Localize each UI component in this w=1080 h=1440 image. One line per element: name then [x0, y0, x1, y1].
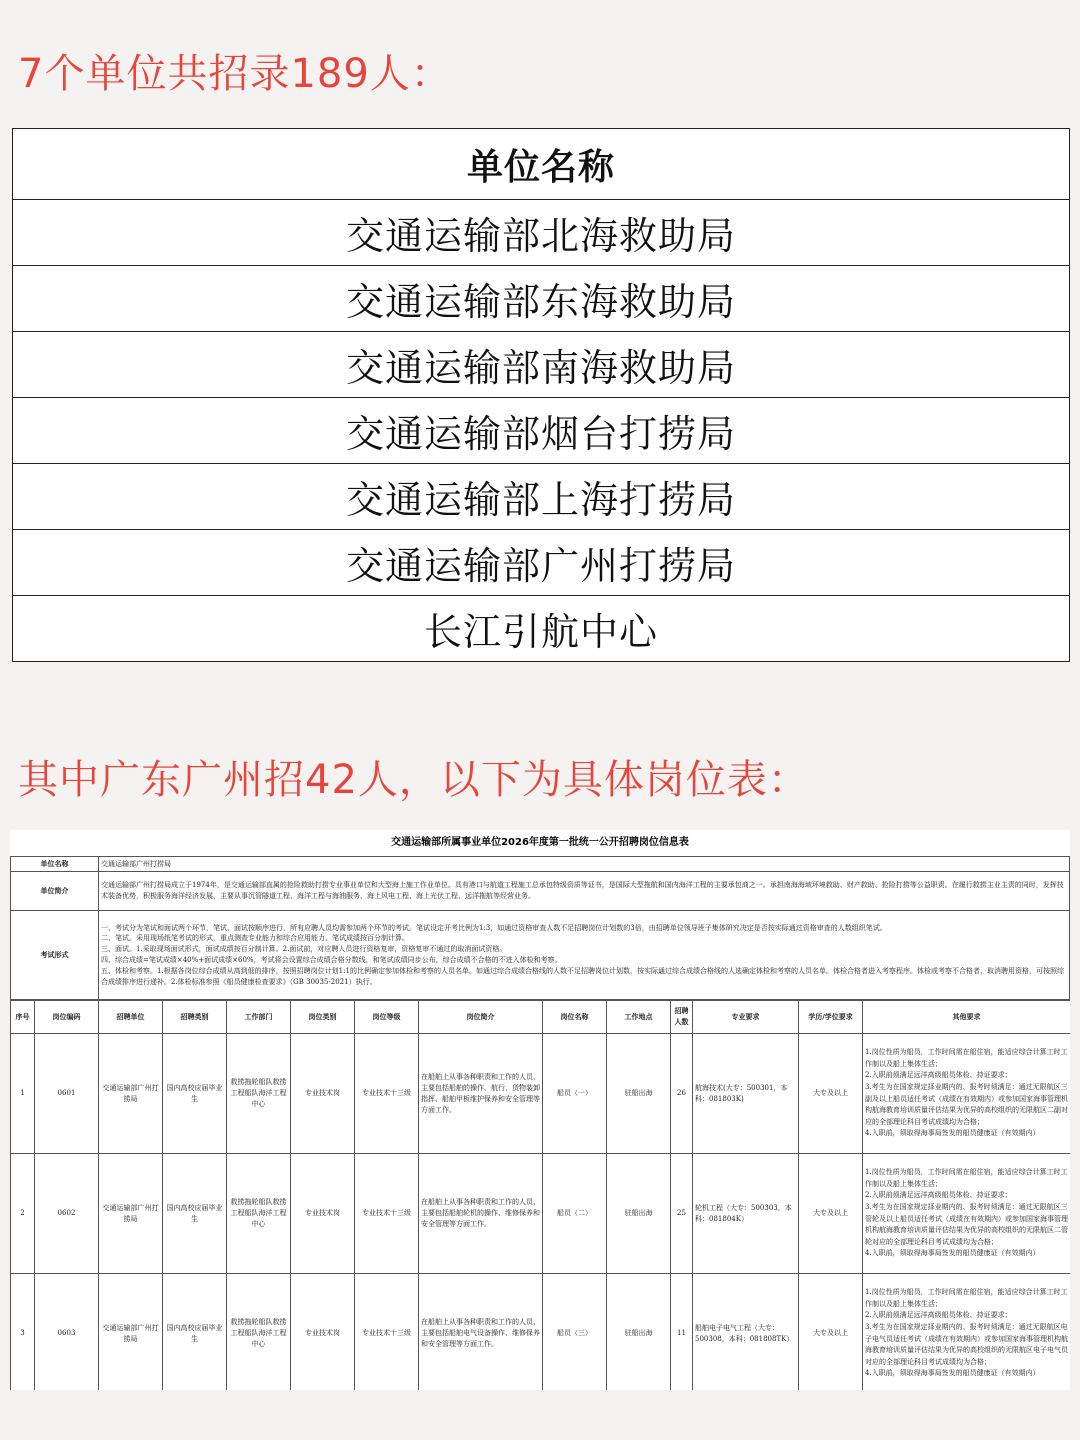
exam-line: 二、笔试。采用现场纸笔考试的形式，重点测查专业能力和综合应用能力，笔试成绩按百分制计算。 [101, 934, 409, 943]
cell-code: 0602 [35, 1154, 99, 1274]
table-row [11, 1034, 1071, 1154]
exam-line: 三、面试。1.采取现场面试形式，面试成绩按百分制计算。2.面试前，对应聘人员进行资格复审，资格复审不通过的取消面试资格。 [101, 945, 507, 954]
cell-major: 轮机工程（大专：500303，本科：081804K） [693, 1154, 799, 1274]
col-seq: 序号 [11, 1001, 35, 1034]
cell-intro: 在船舶上从事各种职责和工作的人员，主要包括船舶的操作、航行、货物装卸指挥、船舶甲板维护保养和安全管理等方面工作。 [419, 1034, 543, 1154]
exam-line: 一、考试分为笔试和面试两个环节，笔试、面试按顺序进行，所有应聘人员均需参加两个环节的考试。笔试设定开考比例为1:3，如通过资格审查人数不足招聘岗位计划数的3倍，由招聘单位领导班子集体研究决定是否按实际通过资格审查的人数组织笔试。 [101, 923, 887, 932]
unit-row: 交通运输部广州打捞局 [13, 530, 1070, 596]
cell-location: 驻船出海 [607, 1274, 671, 1391]
unit-row: 交通运输部南海救助局 [13, 332, 1070, 398]
col-education: 学历/学位要求 [799, 1001, 863, 1034]
cell-location: 驻船出海 [607, 1034, 671, 1154]
cell-dept: 救捞拖轮船队救捞工程船队海洋工程中心 [227, 1034, 291, 1154]
cell-unit: 交通运输部广州打捞局 [99, 1034, 163, 1154]
positions-table [10, 1000, 1070, 1390]
cell-major: 船舶电子电气工程（大专：500308，本科：081808TK） [693, 1274, 799, 1391]
cell-count: 11 [671, 1274, 693, 1391]
cell-post-type: 专业技术岗 [291, 1154, 355, 1274]
cell-category: 国内高校应届毕业生 [163, 1274, 227, 1391]
col-intro: 岗位简介 [419, 1001, 543, 1034]
requirement-line: 3.考生为在国家规定择业期内的、报考时须满足：通过无限航区电子电气员适任考试（成绩在有效期内）或参加国家海事管理机构航海教育培训质量评估结果为优异的高校组织的无限航区电子电气员对应的全部理论科目考试成绩均为合格； [865, 1322, 1068, 1366]
cell-post-type: 专业技术岗 [291, 1274, 355, 1391]
requirement-line: 1.岗位性质为船员，工作时间需在船住宿，能适应综合计算工时工作制以及船上集体生活； [865, 1048, 1068, 1068]
requirement-line: 4.入职前，须取得海事局签发的船员健康证（有效期内） [865, 1369, 1040, 1378]
unit-intro-value: 交通运输部广州打捞局成立于1974年，是交通运输部直属的抢险救助打捞专业事业单位和大型海上施工作业单位。具有港口与航道工程施工总承包特级资质等证书，是国际大型拖航和国内海洋工程的主要承包商之一。承担南海海域环境救助、财产救助、抢险打捞等公益职责。在履行救捞主业主责的同时，发挥技术装备优势，积极服务海洋经济发展，主要从事沉管隧道工程、海洋工程与海油服务、海上风电工程、海上光伏工程、远洋拖航等经营业务。 [99, 872, 1070, 911]
unit-name-value: 交通运输部广州打捞局 [99, 857, 1070, 872]
cell-education: 大专及以上 [799, 1154, 863, 1274]
unit-row: 交通运输部烟台打捞局 [13, 398, 1070, 464]
requirement-line: 4.入职前，须取得海事局签发的船员健康证（有效期内） [865, 1129, 1040, 1138]
table-row [11, 1154, 1071, 1274]
cell-seq: 1 [11, 1034, 35, 1154]
unit-info-table [10, 856, 1070, 1000]
unit-row: 交通运输部上海打捞局 [13, 464, 1070, 530]
cell-post-name: 船员（三） [543, 1274, 607, 1391]
requirement-line: 4.入职前，须取得海事局签发的船员健康证（有效期内） [865, 1249, 1040, 1258]
exam-content [99, 911, 1070, 1000]
requirement-line: 3.考生为在国家规定择业期内的、报考时须满足：通过无限航区三管轮及以上船员适任考试（成绩在有效期内）或参加国家海事管理机构航海教育培训质量评估结果为优异的高校组织的无限航区二管轮对应的全部理论科目考试成绩均为合格； [865, 1202, 1068, 1246]
col-location: 工作地点 [607, 1001, 671, 1034]
requirement-line: 1.岗位性质为船员，工作时间需在船住宿，能适应综合计算工时工作制以及船上集体生活； [865, 1168, 1068, 1188]
unit-intro-label: 单位简介 [11, 872, 99, 911]
unit-row: 交通运输部东海救助局 [13, 266, 1070, 332]
cell-education: 大专及以上 [799, 1274, 863, 1391]
col-code: 岗位编码 [35, 1001, 99, 1034]
headline-guangzhou: 其中广东广州招42人，以下为具体岗位表： [18, 757, 809, 803]
col-major: 专业要求 [693, 1001, 799, 1034]
cell-seq: 2 [11, 1154, 35, 1274]
exam-line: 四、综合成绩=笔试成绩×40%+面试成绩×60%，考试将会设置综合成绩合格分数线，和笔试成绩同步公布，综合成绩不合格的不进入体检和考察。 [101, 956, 562, 964]
job-info-sheet [10, 830, 1070, 1390]
cell-post-level: 专业技术十三级 [355, 1154, 419, 1274]
col-dept: 工作部门 [227, 1001, 291, 1034]
unit-row: 交通运输部北海救助局 [13, 200, 1070, 266]
cell-post-level: 专业技术十三级 [355, 1034, 419, 1154]
exam-line: 五、体检和考察。1.根据各岗位综合成绩从高到低的排序，按照招聘岗位计划1:1的比例确定参加体检和考察的人员名单。如通过综合成绩合格线的人数不足招聘岗位计划数，按实际通过综合成绩合格线的人选确定体检和考察的人员名单。体检合格者进入考察程序。体检或考察不合格者，取消聘用资格，可按照综合成绩排序进行递补。2.体检标准参照《船员健康检查要求》（GB 30035-2021）执行。 [101, 966, 1064, 986]
unit-row: 长江引航中心 [13, 596, 1070, 662]
col-post-level: 岗位等级 [355, 1001, 419, 1034]
requirement-line: 2.入职前须满足远洋高级船员体检、持证要求； [865, 1071, 1012, 1080]
cell-education: 大专及以上 [799, 1034, 863, 1154]
cell-intro: 在船舶上从事各种职责和工作的人员，主要包括船舶电气设备操作、维修保养和安全管理等方面工作。 [419, 1274, 543, 1391]
cell-post-name: 船员（二） [543, 1154, 607, 1274]
cell-dept: 救捞拖轮船队救捞工程船队海洋工程中心 [227, 1274, 291, 1391]
cell-other [863, 1154, 1071, 1274]
col-post-type: 岗位类别 [291, 1001, 355, 1034]
cell-post-level: 专业技术十三级 [355, 1274, 419, 1391]
col-unit: 招聘单位 [99, 1001, 163, 1034]
headline-total: 7个单位共招录189人： [18, 51, 452, 97]
column-headers [11, 1001, 1071, 1034]
cell-category: 国内高校应届毕业生 [163, 1034, 227, 1154]
cell-unit: 交通运输部广州打捞局 [99, 1274, 163, 1391]
requirement-line: 1.岗位性质为船员，工作时间需在船住宿，能适应综合计算工时工作制以及船上集体生活； [865, 1288, 1068, 1308]
table-row [11, 1274, 1071, 1391]
cell-other [863, 1274, 1071, 1391]
cell-code: 0603 [35, 1274, 99, 1391]
cell-major: 航海技术(大专：500301，本科：081803K) [693, 1034, 799, 1154]
cell-location: 驻船出海 [607, 1154, 671, 1274]
cell-count: 26 [671, 1034, 693, 1154]
col-category: 招聘类别 [163, 1001, 227, 1034]
cell-category: 国内高校应届毕业生 [163, 1154, 227, 1274]
requirement-line: 3.考生为在国家规定择业期内的、报考时须满足：通过无限航区三副及以上船员适任考试（成绩在有效期内）或参加国家海事管理机构航海教育培训质量评估结果为优异的高校组织的无限航区二副对应的全部理论科目考试成绩均为合格； [865, 1082, 1068, 1126]
col-count: 招聘人数 [671, 1001, 693, 1034]
unit-name-label: 单位名称 [11, 857, 99, 872]
cell-other [863, 1034, 1071, 1154]
cell-unit: 交通运输部广州打捞局 [99, 1154, 163, 1274]
cell-post-name: 船员（一） [543, 1034, 607, 1154]
cell-code: 0601 [35, 1034, 99, 1154]
requirement-line: 2.入职前须满足远洋高级船员体检、持证要求； [865, 1191, 1012, 1200]
col-other: 其他要求 [863, 1001, 1071, 1034]
sheet-title: 交通运输部所属事业单位2026年度第一批统一公开招聘岗位信息表 [391, 837, 689, 848]
requirement-line: 2.入职前须满足远洋高级船员体检、持证要求； [865, 1311, 1012, 1320]
units-table-header: 单位名称 [13, 129, 1070, 200]
cell-intro: 在船舶上从事各种职责和工作的人员，主要包括船舶轮机的操作、维修保养和安全管理等方面工作。 [419, 1154, 543, 1274]
col-post-name: 岗位名称 [543, 1001, 607, 1034]
exam-label: 考试形式 [11, 911, 99, 1000]
cell-seq: 3 [11, 1274, 35, 1391]
cell-dept: 救捞拖轮船队救捞工程船队海洋工程中心 [227, 1154, 291, 1274]
units-table [12, 128, 1070, 662]
cell-count: 25 [671, 1154, 693, 1274]
cell-post-type: 专业技术岗 [291, 1034, 355, 1154]
